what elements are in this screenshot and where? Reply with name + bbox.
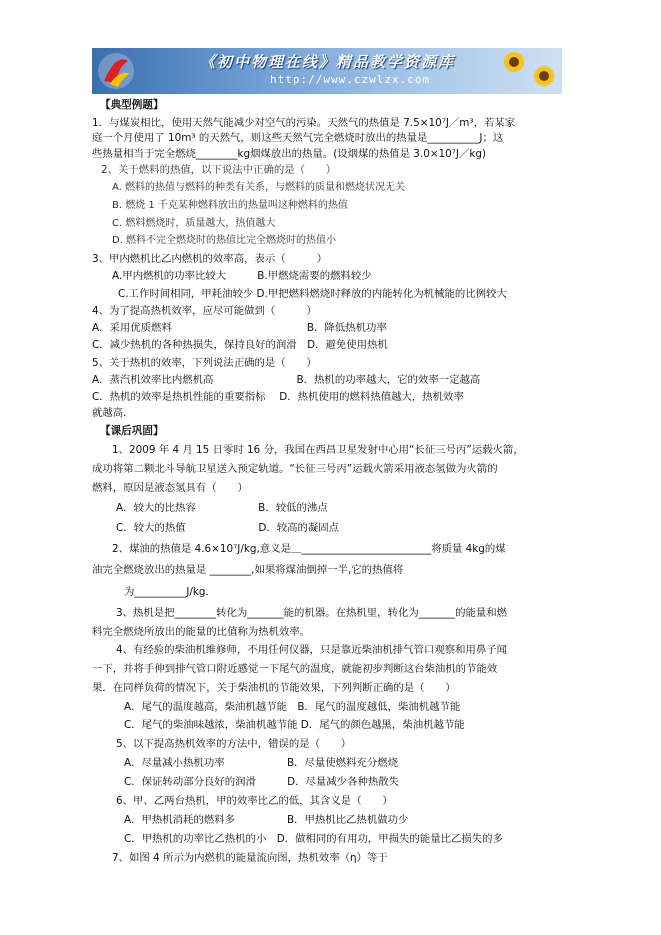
question-line: 料完全燃烧所放出的能量的比值称为热机效率。	[92, 626, 311, 638]
question-line: 燃料，原因是液态氢具有（ ）	[92, 482, 248, 494]
question-line: 一下，并将手伸到排气管口附近感觉一下尾气的温度，就能初步判断这台柴油机的节能效	[92, 663, 498, 675]
question-line: 5、关于热机的效率，下列说法正确的是（ ）	[92, 357, 317, 369]
question-line: 些热量相当于完全燃烧________kg烟煤放出的热量。(设烟煤的热值是 3.0×10⁷J／kg)	[92, 148, 487, 160]
logo-icon	[96, 51, 136, 91]
question-line: 1．与煤炭相比，使用天然气能减少对空气的污染。天然气的热值是 7.5×10⁷J／m³，若某家	[92, 117, 516, 129]
option-line: C．热机的效率是热机性能的重要指标 D．热机使用的燃料热值越大，热机效率	[92, 391, 464, 403]
question-line: 5、以下提高热机效率的方法中，错误的是（ ）	[116, 738, 352, 750]
question-line: 6、甲、乙两台热机，甲的效率比乙的低，其含义是（ ）	[116, 795, 393, 807]
question-line: 1、2009 年 4 月 15 日零时 16 分，我国在西昌卫星发射中心用“长征三号丙”运载火箭，	[112, 444, 524, 456]
section-heading-typical: 【典型例题】	[100, 99, 164, 111]
option-line: A．尾气的温度越高，柴油机越节能 B．尾气的温度越低，柴油机越节能	[124, 701, 461, 713]
question-line: 果．在同样负荷的情况下，关于柴油机的节能效果，下列判断正确的是（ ）	[92, 682, 456, 694]
option-line: A. 燃料的热值与燃料的种类有关系，与燃料的质量和燃烧状况无关	[112, 182, 406, 193]
option-line: B. 燃烧 1 千克某种燃料放出的热量叫这种燃料的热值	[112, 200, 348, 211]
option-line: A．较大的比热容 B．较低的沸点	[116, 502, 328, 514]
option-line: A．尽量减小热机功率 B．尽量使燃料充分燃烧	[124, 757, 398, 769]
question-line: 为__________J/kg．	[124, 586, 216, 598]
question-line: 3、热机是把________转化为_______能的机器。在热机里，转化为_______的能量和燃	[116, 607, 508, 619]
banner-url: http://www.czwlzx.com	[270, 73, 431, 86]
sunflower-icon	[502, 50, 526, 74]
option-line: A．采用优质燃料 B．降低热机功率	[92, 322, 387, 334]
option-line: C. 燃料燃烧时，质量越大，热值越大	[112, 218, 276, 229]
option-line: D. 燃料不完全燃烧时的热值比完全燃烧时的热值小	[112, 235, 337, 246]
question-line: 油完全燃烧放出的热量是 ________,如果将煤油倒掉一半,它的热值将	[92, 564, 404, 576]
question-line: 4、为了提高热机效率，应尽可能做到（ ）	[92, 305, 317, 317]
question-line: 庭一个月使用了 10m³ 的天然气，则这些天然气完全燃烧时放出的热量是__________J；这	[92, 132, 504, 144]
question-line: 7、如图 4 所示为内燃机的能量流向图，热机效率（η）等于	[112, 852, 388, 864]
question-line: 2、关于燃料的热值，以下说法中正确的是（ ）	[101, 164, 337, 176]
question-line: 4、有经验的柴油机维修师，不用任何仪器，只是靠近柴油机排气管口观察和用鼻子闻	[116, 644, 508, 656]
option-line: A．蒸汽机效率比内燃机高 B．热机的功率越大，它的效率一定越高	[92, 374, 481, 386]
option-line: C．尾气的柴油味越浓，柴油机越节能 D．尾气的颜色越黑，柴油机越节能	[124, 719, 465, 731]
option-line: C．甲热机的功率比乙热机的小 D．做相同的有用功，甲损失的能量比乙损失的多	[124, 833, 503, 845]
option-line: C．较大的热值 D．较高的凝固点	[116, 522, 340, 534]
option-line: C．减少热机的各种热损失，保持良好的润滑 D．避免使用热机	[92, 339, 388, 351]
banner-title: 《初中物理在线》精品教学资源库	[200, 53, 456, 71]
question-line: 成功将第二颗北斗导航卫星送入预定轨道。“长征三号丙”运载火箭采用液态氢做为火箭的	[92, 463, 498, 475]
option-line: 就越高．	[92, 407, 134, 419]
option-line: C．保证转动部分良好的润滑 D．尽量减少各种热散失	[124, 776, 400, 788]
header-banner	[92, 48, 562, 94]
question-line: 3、甲内燃机比乙内燃机的效率高，表示（ ）	[92, 253, 328, 265]
option-line: C.工作时间相同，甲耗油较少 D.甲把燃料燃烧时释放的内能转化为机械能的比例较大	[118, 288, 507, 300]
option-line: A.甲内燃机的功率比较大 B.甲燃烧需要的燃料较少	[112, 270, 372, 282]
option-line: A．甲热机消耗的燃料多 B．甲热机比乙热机做功少	[124, 814, 409, 826]
sunflower-icon	[532, 64, 556, 88]
question-line: 2、煤油的热值是 4.6×10⁷J/kg,意义是＿_________________________将质量 4kg的煤	[112, 543, 506, 555]
section-heading-review: 【课后巩固】	[100, 425, 164, 437]
